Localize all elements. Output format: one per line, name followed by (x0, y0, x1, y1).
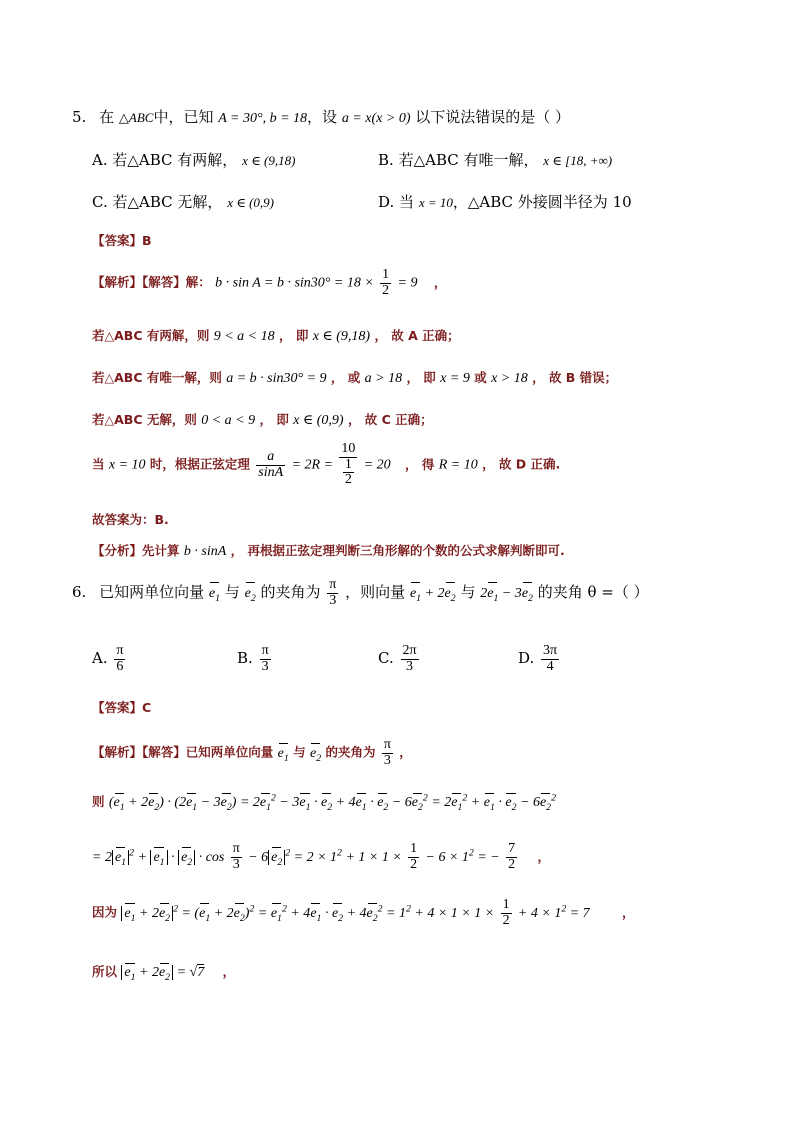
frac-num: 1 (502, 897, 510, 912)
option-label: D. (518, 649, 535, 668)
line-prefix: 则 (92, 794, 105, 809)
line5-text: ， 得 (405, 456, 435, 472)
modulus-expression-2: − 6 $e_2^2 = 2 \times 1^2 + 1 \times 1$ × (248, 850, 402, 865)
line4-text: 若△ABC 无解，则 (92, 412, 197, 427)
option-math: x ∈ [18, +∞) (543, 153, 613, 168)
option-fraction (260, 644, 271, 674)
option-label: B. (237, 649, 253, 668)
frac-den: 2 (502, 912, 510, 928)
norm-expression: $e_1 + 2e_2^2 = (e_1 + 2e_2)^2 = e_1^2 + 4e_1 \cdot e_2 + 4e_2^2 = 1^2 + 4 \times 1 \times 1$ × (121, 906, 494, 921)
frac-den: 3 (329, 592, 337, 608)
line1-end: ， (433, 274, 447, 290)
frac-den: 2 (382, 282, 390, 298)
vector-diff: $2e_1 - 3e_2$ (480, 586, 533, 601)
frac-num: a (256, 450, 285, 466)
option-math: x = 10 (418, 195, 453, 210)
frac-den: 3 (406, 658, 414, 674)
line-prefix: 因为 (92, 904, 118, 920)
line3-text: ， 即 (406, 370, 436, 385)
q5-option-c (92, 191, 274, 212)
line1-fraction (380, 268, 391, 298)
q6-analysis-line3 (92, 842, 550, 872)
q5-answer: 【答案】B (92, 233, 152, 248)
q6-analysis-line5 (92, 962, 235, 983)
frac-num: 3π (543, 643, 558, 658)
option-label: D. (378, 193, 395, 211)
frac-num: 10 (341, 441, 356, 456)
q5-stem-prefix: 在 (99, 108, 115, 126)
q6-number: 6. (72, 583, 87, 602)
nested-fraction (343, 458, 354, 488)
q5-given: A = 30°, b = 18 (218, 111, 308, 126)
vector-e2: $e_2$ (310, 745, 321, 768)
analysis-label: 【解析】【解答】已知两单位向量 (92, 744, 274, 760)
norm-result: + $4 \times 1^2 = 7$ (517, 903, 590, 921)
q6-stem-text: 已知两单位向量 (99, 583, 205, 602)
option-label: A. (92, 649, 108, 668)
analysis-label: 【解析】【解答】解： (92, 274, 211, 290)
line2-text: ， 即 (278, 328, 309, 343)
line3-math: a = b · sin30° = 9 (226, 371, 327, 386)
hint-math: b · sinA (183, 544, 227, 559)
frac-den: 3 (261, 658, 269, 674)
vector-e2: $e_2$ (245, 584, 256, 609)
q5-analysis-line2 (92, 326, 460, 345)
line3-math: x > 18 (491, 371, 528, 386)
q5-stem-mid2: ，设 (307, 108, 338, 126)
vector-e1: $e_1$ (209, 584, 220, 609)
frac-num: π (116, 643, 124, 658)
q6-stem-text: 的夹角 θ =（ ） (537, 583, 649, 602)
line5-math: = 20 (363, 457, 391, 473)
line4-text: ， 故 C 正确； (347, 412, 433, 427)
analysis-text: 与 (293, 744, 306, 760)
option-fraction (541, 644, 559, 674)
line-end: ， (537, 848, 550, 864)
line2-text: ， 故 A 正确； (374, 328, 460, 343)
q6-stem-text: 与 (460, 583, 476, 602)
option-label: B. (378, 151, 394, 169)
result-fraction (506, 842, 517, 872)
frac-den: 2 (508, 856, 516, 872)
q5-option-b (378, 149, 612, 170)
q5-var: a = x(x > 0) (341, 111, 411, 126)
option-text: 若△ABC 有两解， (112, 151, 238, 169)
option-label: C. (378, 649, 394, 668)
q5-conclusion: 故答案为：B. (92, 512, 169, 527)
cos-fraction (231, 842, 242, 872)
q6-option-c (378, 644, 421, 674)
line5-math: R = 10 (438, 457, 478, 473)
dot-product-expansion: $(e_1 + 2e_2) \cdot (2e_1 - 3e_2) = 2e_1^2 - 3e_1 \cdot e_2 + 4e_1 \cdot e_2 - 6e_2^2 = 2e_1^2 + e_1 \cdot e_2 - 6e_2^2$ (108, 792, 556, 813)
line5-text: 当 (92, 456, 105, 472)
q6-angle-fraction (327, 578, 338, 608)
line2-math: 9 < a < 18 (213, 329, 275, 344)
q5-analysis-line3 (92, 368, 617, 387)
line-end: ， (622, 904, 635, 920)
frac-den: 3 (232, 856, 240, 872)
q6-analysis-line2 (92, 792, 556, 813)
frac-den: 2 (344, 472, 352, 488)
frac-den (339, 458, 357, 488)
line5-text: ， 故 D 正确. (482, 456, 561, 472)
q6-stem-text: 的夹角为 (260, 583, 321, 602)
line3-math: x = 9 (440, 371, 470, 386)
line2-math: x ∈ (9,18) (312, 329, 371, 344)
frac-den: 3 (383, 752, 391, 768)
q6-analysis-line1 (92, 738, 412, 768)
line4-text: ， 即 (259, 412, 289, 427)
q5-analysis-line4 (92, 410, 433, 429)
q6-analysis-line4 (92, 898, 635, 928)
q5-triangle: △ABC (118, 110, 154, 125)
line3-text: 或 (474, 370, 487, 385)
half-fraction (408, 842, 419, 872)
modulus-expression-3: − $6 \times 1^2$ = − (425, 847, 500, 865)
option-text: 若△ABC 无解， (112, 193, 223, 211)
q6-stem-text: ，则向量 (345, 583, 406, 602)
q5-analysis-line5 (92, 442, 560, 488)
frac-den: 6 (116, 658, 124, 674)
line-end: ， (222, 964, 236, 979)
frac-num: 1 (382, 267, 390, 282)
q5-stem-mid: 中，已知 (153, 108, 214, 126)
frac-num: π (329, 577, 337, 592)
line3-text: ， 故 B 错误； (532, 370, 618, 385)
norm-sqrt: $e_1 + 2e_2 = √7$ (121, 964, 204, 980)
frac-den: 2 (410, 856, 418, 872)
frac-den: sinA (258, 464, 284, 480)
q6-stem (72, 578, 649, 609)
option-fraction (401, 644, 419, 674)
analysis-text: 的夹角为 (325, 744, 376, 760)
option-text2: ，△ABC 外接圆半径为 10 (452, 193, 632, 211)
option-math: x ∈ (9,18) (242, 153, 296, 168)
option-label: A. (92, 151, 108, 169)
q6-stem-text: 与 (224, 583, 240, 602)
line-prefix: 所以 (92, 964, 118, 979)
vector-sum: $e_1 + 2e_2$ (410, 586, 456, 601)
option-fraction (114, 644, 125, 674)
line4-math: 0 < a < 9 (201, 413, 256, 428)
frac-num: π (383, 737, 391, 752)
line5-math: = 2R = (291, 457, 333, 473)
q5-option-a (92, 149, 295, 170)
frac-num: 7 (508, 841, 516, 856)
frac-num: 1 (410, 841, 418, 856)
q5-number: 5. (72, 108, 87, 126)
line3-math: a > 18 (364, 371, 403, 386)
q5-stem (72, 106, 570, 127)
analysis-text: ， (399, 744, 412, 760)
option-math: x ∈ (0,9) (227, 195, 275, 210)
frac-den: 4 (546, 658, 554, 674)
q6-option-b (237, 644, 273, 674)
option-text: 当 (399, 193, 415, 211)
option-label: C. (92, 193, 108, 211)
frac-num: π (261, 643, 269, 658)
half-fraction (501, 898, 512, 928)
line3-text: ， 或 (330, 370, 361, 385)
frac-num: 1 (344, 456, 352, 472)
q5-option-d (378, 191, 632, 212)
line3-text: 若△ABC 有唯一解，则 (92, 370, 222, 385)
hint-tail: ， 再根据正弦定理判断三角形解的个数的公式求解判断即可. (230, 543, 565, 558)
line5-fraction2 (339, 442, 357, 488)
q5-stem-suffix: 以下说法错误的是（ ） (415, 108, 571, 126)
line4-math: x ∈ (0,9) (293, 413, 344, 428)
vector-e1: $e_1$ (278, 745, 289, 768)
line5-math: x = 10 (108, 457, 146, 473)
option-text: 若△ABC 有唯一解， (398, 151, 539, 169)
line5-text: 时，根据正弦定理 (149, 456, 250, 472)
line2-text: 若△ABC 有两解，则 (92, 328, 210, 343)
analysis-fraction (382, 738, 393, 768)
line1-tail: = 9 (397, 275, 418, 291)
q6-option-d (518, 644, 561, 674)
frac-num: 2π (402, 643, 417, 658)
q6-answer: 【答案】C (92, 700, 152, 715)
modulus-expression: = 2 $e_1^2 + e_1 \cdot e_2 \cdot \cos$ (92, 850, 224, 865)
hint-label: 【分析】先计算 (92, 543, 180, 558)
q6-option-a (92, 644, 127, 674)
line5-fraction1 (256, 450, 285, 480)
q5-analysis-line1 (92, 268, 446, 298)
line1-math: b · sin A = b · sin30° = 18 × (215, 275, 374, 291)
frac-num: π (232, 841, 240, 856)
q5-hint (92, 541, 565, 560)
